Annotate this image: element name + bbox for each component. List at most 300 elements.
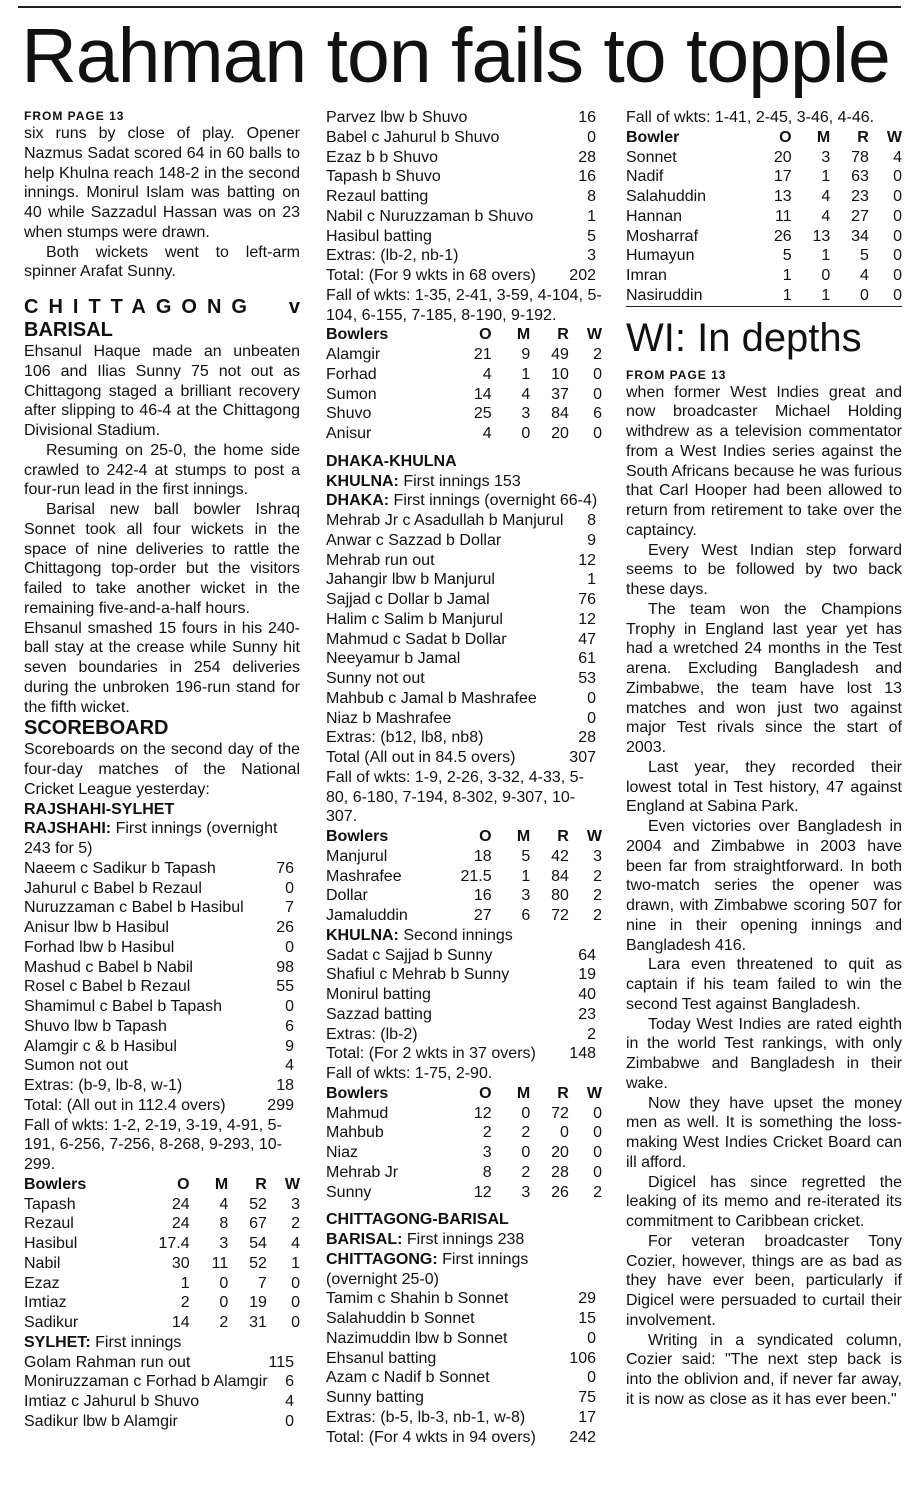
bowling-cell: 1 (821, 247, 831, 265)
runs: 76 (276, 859, 294, 877)
bowling-cell: 52 (249, 1254, 267, 1272)
bowling-cell: 2 (593, 907, 602, 924)
innings-heading: SYLHET: First innings (24, 1333, 182, 1351)
bowling-cell: 19 (249, 1294, 267, 1312)
bowling-cell: 0 (593, 1163, 602, 1181)
bowling-cell: Shuvo (326, 405, 372, 423)
runs: 6 (285, 1373, 294, 1391)
bowling-cell: Rezaul (24, 1215, 74, 1233)
bowling-cell: 2 (593, 867, 602, 885)
batting-row (24, 859, 300, 879)
batting-row (24, 879, 300, 899)
bowling-cell: 0 (521, 1104, 531, 1122)
batter-name: Total: (For 4 wkts in 94 overs) (326, 1428, 536, 1446)
bowling-cell: Hasibul (24, 1235, 78, 1252)
batter-name: Mehrab run out (326, 551, 435, 569)
bowling-header-cell: R (255, 1175, 267, 1193)
runs: 29 (578, 1290, 596, 1308)
batting-row (326, 965, 602, 985)
bowling-header-row (326, 325, 602, 345)
bowling-cell: 18 (473, 847, 492, 865)
batter-name: Mehrab Jr c Asadullah b Manjurul (326, 512, 564, 529)
bowling-cell: 20 (551, 425, 569, 442)
bowling-cell: 4 (821, 188, 831, 205)
bowling-row (24, 1195, 300, 1215)
batter-name: Rosel c Babel b Rezaul (24, 978, 191, 996)
bowling-header-cell: Bowlers (326, 1084, 389, 1102)
bowling-cell: 5 (859, 247, 869, 265)
runs: 1 (587, 207, 596, 225)
batting-row (24, 1412, 300, 1432)
bowling-row (626, 266, 902, 286)
runs: 0 (587, 689, 596, 707)
match-heading: DHAKA-KHULNA (326, 452, 457, 470)
runs: 4 (285, 1057, 294, 1075)
bowling-row (326, 345, 602, 365)
bowling-cell: 2 (593, 1183, 602, 1201)
batter-name: Sunny not out (326, 670, 425, 687)
batting-row (326, 630, 602, 650)
bowling-cell: 11 (211, 1254, 229, 1272)
batter-name: Anisur lbw b Hasibul (24, 919, 169, 936)
bowling-row (24, 1274, 300, 1294)
bowling-cell: Tapash (24, 1195, 76, 1213)
bowling-cell: 3 (521, 887, 531, 905)
batter-name: Golam Rahman run out (24, 1353, 191, 1371)
bowling-cell: Forhad (326, 365, 377, 383)
batting-row (326, 1005, 602, 1025)
bowling-header-cell: Bowler (626, 128, 680, 146)
paragraph: For veteran broadcaster Tony Cozier, however, things are as bad as they have ever been, particularly if Digicel were persuaded to curtail their involvement. (626, 1232, 902, 1329)
bowling-table (24, 1175, 300, 1333)
batting-row (326, 227, 602, 247)
bowling-cell: Mashrafee (326, 867, 402, 885)
bowling-cell: 1 (521, 365, 531, 383)
batter-name: Tamim c Shahin b Sonnet (326, 1290, 509, 1308)
bowling-cell: 1 (180, 1274, 190, 1292)
batter-name: Shamimul c Babel b Tapash (24, 998, 223, 1015)
batter-name: Sumon not out (24, 1057, 129, 1075)
bowling-header-cell: Bowlers (24, 1175, 87, 1193)
bowling-cell: 6 (593, 405, 602, 423)
bowling-row (326, 906, 602, 926)
batting-row (24, 1037, 300, 1057)
batter-name: Moniruzzaman c Forhad b Alamgir (24, 1373, 268, 1391)
bowling-cell: 0 (893, 227, 902, 245)
bowling-cell: 3 (521, 1183, 531, 1201)
bowling-row (626, 246, 902, 266)
bowling-cell: 14 (473, 385, 492, 403)
paragraph: Lara even threatened to quit as captain if his team failed to win the second Test against Bangladesh. (626, 956, 902, 1013)
runs: 53 (578, 670, 596, 687)
batter-name: Azam c Nadif b Sonnet (326, 1369, 490, 1387)
bowling-header-cell: W (586, 1084, 602, 1102)
bowling-cell: 4 (521, 385, 531, 403)
runs: 9 (587, 531, 596, 549)
batter-name: Sazzad batting (326, 1005, 432, 1023)
bowling-cell: 1 (291, 1254, 300, 1272)
batting-row (326, 1309, 602, 1329)
kicker: FROM PAGE 13 (626, 367, 727, 382)
batter-name: Imtiaz c Jahurul b Shuvo (24, 1393, 200, 1410)
bowling-cell: Dollar (326, 887, 368, 905)
bowling-cell: 2 (180, 1294, 190, 1312)
batting-list (326, 1289, 602, 1447)
runs: 115 (268, 1353, 294, 1371)
runs: 6 (285, 1017, 294, 1035)
fall-of-wickets: Fall of wkts: 1-41, 2-45, 3-46, 4-46. (626, 109, 875, 126)
runs: 61 (578, 650, 596, 668)
runs: 55 (276, 978, 294, 996)
bowling-table (326, 325, 602, 444)
batter-name: Sunny batting (326, 1389, 424, 1406)
batter-name: Ehsanul batting (326, 1349, 437, 1367)
bowling-header-cell: W (586, 326, 602, 344)
runs: 0 (285, 998, 294, 1015)
paragraph: Writing in a syndicated column, Cozier said: "The next step back is into the oblivion and, if never far away, it is now as close as it has ever been." (626, 1331, 902, 1408)
runs: 5 (587, 227, 596, 245)
bowling-cell: 4 (859, 267, 869, 284)
batting-row (326, 570, 602, 590)
bowling-cell: 0 (593, 1124, 602, 1142)
bowling-cell: 11 (775, 207, 792, 225)
batter-name: Ezaz b b Shuvo (326, 148, 439, 166)
batting-row (24, 1392, 300, 1412)
batting-row (326, 1408, 602, 1428)
bowling-header-cell: Bowlers (326, 326, 389, 344)
bowling-cell: 0 (893, 207, 902, 225)
batter-name: Total: (For 2 wkts in 37 overs) (326, 1045, 536, 1063)
bowling-row (326, 1104, 602, 1124)
batting-row (326, 187, 602, 207)
fall-of-wickets: Fall of wkts: 1-75, 2-90. (326, 1065, 493, 1082)
paragraph: when former West Indies great and now broadcaster Michael Holding withdrew as a television commentator from a West Indies series against the South Africans because he was furious that Carl Hooper had been allowed to return from retirement to take over the captaincy. (626, 383, 902, 539)
paragraph: Resuming on 25-0, the home side crawled to 242-4 at stumps to post a four-run lead in the first innings. (24, 441, 300, 499)
bowling-header-cell: O (479, 326, 492, 344)
runs: 7 (285, 899, 294, 917)
runs: 202 (569, 267, 596, 284)
batting-row (326, 246, 602, 266)
bowling-cell: Ezaz (24, 1274, 60, 1292)
batting-row (24, 1372, 300, 1392)
bowling-cell: 24 (171, 1195, 190, 1213)
innings-heading: KHULNA: Second innings (326, 926, 513, 944)
innings-heading: CHITTAGONG: First innings (overnight 25-0) (326, 1250, 529, 1288)
batting-row (326, 985, 602, 1005)
bowling-cell: 1 (821, 286, 831, 304)
bowling-cell: 20 (773, 148, 792, 166)
batter-name: Extras: (b12, lb8, nb8) (326, 729, 484, 747)
bowling-cell: Nasiruddin (626, 286, 703, 304)
batter-name: Babel c Jahurul b Shuvo (326, 128, 500, 146)
bowling-cell: 0 (291, 1314, 300, 1331)
bowling-row (24, 1313, 300, 1333)
bowling-row (626, 187, 902, 207)
bowling-row (326, 365, 602, 385)
batter-name: Tapash b Shuvo (326, 168, 441, 186)
batting-row (326, 610, 602, 630)
bowling-cell: 72 (551, 1104, 569, 1122)
bowling-cell: 3 (482, 1144, 492, 1161)
bowling-row (326, 867, 602, 887)
bowling-cell: 2 (219, 1314, 229, 1331)
bowling-header-cell: Bowlers (326, 828, 389, 845)
scoreboard-intro: Scoreboards on the second day of the four-day matches of the National Cricket League yesterday: (24, 741, 300, 798)
bowling-cell: 84 (551, 405, 569, 423)
batter-name: Extras: (b-9, lb-8, w-1) (24, 1077, 183, 1094)
batter-name: Extras: (b-5, lb-3, nb-1, w-8) (326, 1408, 526, 1426)
bowling-header-cell: O (177, 1175, 190, 1193)
batter-name: Mashud c Babel b Nabil (24, 958, 193, 976)
bowling-cell: 49 (551, 346, 569, 363)
bowling-header-row (326, 1084, 602, 1104)
runs: 0 (587, 709, 596, 727)
bowling-row (326, 1183, 602, 1203)
bowling-row (24, 1254, 300, 1274)
bowling-cell: Mahmud (326, 1104, 389, 1122)
bowling-row (326, 385, 602, 405)
bowling-cell: 17.4 (158, 1235, 190, 1252)
bowling-table (326, 827, 602, 926)
batter-name: Total (All out in 84.5 overs) (326, 749, 516, 766)
bowling-cell: Niaz (326, 1144, 359, 1161)
paragraph: Last year, they recorded their lowest total in Test history, 47 against England at Sabina Park. (626, 758, 902, 816)
bowling-cell: 2 (521, 1124, 531, 1142)
runs: 8 (587, 512, 596, 529)
bowling-cell: 4 (821, 207, 831, 225)
bowling-cell: 27 (473, 907, 492, 924)
bowling-cell: Sonnet (626, 148, 677, 166)
batting-list (326, 511, 602, 768)
bowling-header-cell: W (886, 128, 902, 146)
bowling-cell: 20 (551, 1144, 569, 1161)
bowling-row (326, 1143, 602, 1163)
paragraph: six runs by close of play. Opener Nazmus Sadat scored 64 in 60 balls to help Khulna reach 148-2 in the second innings. Monirul Islam was batting on 40 while Sazzadul Hassan was on 23 when stumps were drawn. (24, 125, 300, 241)
bowling-row (326, 1163, 602, 1183)
batting-row (326, 1368, 602, 1388)
bowling-header-cell: R (557, 326, 569, 344)
bowling-cell: 7 (257, 1274, 267, 1292)
runs: 0 (285, 1412, 294, 1430)
paragraph: Barisal new ball bowler Ishraq Sonnet took all four wickets in the space of nine deliveries to rattle the Chittagong top-order but the visitors failed to take another wicket in the remaining five-and-a-half hours. (24, 501, 300, 617)
batting-row (326, 1289, 602, 1309)
bowling-cell: 17 (773, 168, 792, 186)
innings-heading: BARISAL: First innings 238 (326, 1231, 525, 1248)
bowling-header-cell: O (479, 828, 492, 845)
batter-name: Shuvo lbw b Tapash (24, 1017, 167, 1035)
batting-row (326, 108, 602, 128)
bowling-cell: 13 (773, 188, 792, 205)
bowling-cell: 4 (482, 425, 492, 442)
runs: 0 (285, 879, 294, 897)
bowling-row (326, 886, 602, 906)
bowling-cell: 27 (851, 207, 869, 225)
bowling-cell: 9 (521, 346, 531, 363)
bowling-cell: Hannan (626, 207, 683, 225)
bowling-header-cell: O (479, 1084, 492, 1102)
bowling-header-cell: R (857, 128, 869, 146)
bowling-cell: 4 (219, 1195, 229, 1213)
batter-name: Hasibul batting (326, 227, 432, 245)
headline: Rahman ton fails to topple (21, 13, 890, 99)
runs: 18 (276, 1077, 294, 1094)
runs: 1 (587, 571, 596, 589)
bowling-cell: 0 (593, 1144, 602, 1161)
runs: 0 (285, 938, 294, 956)
paragraph: Ehsanul Haque made an unbeaten 106 and Ilias Sunny 75 not out as Chittagong staged a brilliant recovery after slipping to 46-4 at the Chittagong Divisional Stadium. (24, 343, 300, 439)
bowling-header-cell: R (557, 828, 569, 845)
bowling-cell: 21 (473, 346, 492, 363)
batter-name: Jahangir lbw b Manjurul (326, 571, 495, 589)
paragraph: The team won the Champions Trophy in England last year yet has had a wretched 24 months in the Test arena. Excluding Bangladesh and Zimbabwe, the team have lost 13 matches and won just two against major Test rivals since the start of 2003. (626, 600, 902, 756)
batter-name: Forhad lbw b Hasibul (24, 938, 175, 956)
batting-row (24, 958, 300, 978)
bowling-cell: 1 (821, 168, 831, 186)
bowling-cell: Mosharraf (626, 227, 699, 245)
bowling-cell: Alamgir (326, 346, 381, 363)
batting-row (326, 748, 602, 768)
bowling-cell: 31 (249, 1314, 267, 1331)
bowling-cell: 0 (893, 286, 902, 304)
batter-name: Neeyamur b Jamal (326, 650, 461, 668)
runs: 40 (578, 986, 596, 1003)
batting-row (326, 1388, 602, 1408)
batter-name: Shafiul c Mehrab b Sunny (326, 966, 510, 984)
bowling-row (626, 148, 902, 168)
paragraph: Today West Indies are rated eighth in the world Test rankings, with only Zimbabwe and Bangladesh in their wake. (626, 1015, 902, 1092)
bowling-cell: 5 (782, 247, 792, 265)
batting-row (24, 1056, 300, 1076)
batting-list (24, 1353, 300, 1432)
batting-row (326, 128, 602, 148)
bowling-cell: 84 (551, 867, 569, 885)
bowling-cell: 21.5 (460, 867, 492, 885)
bowling-cell: Mehrab Jr (326, 1163, 399, 1181)
scoreboard-heading: SCOREBOARD (24, 717, 169, 740)
fall-of-wickets: Fall of wkts: 1-2, 2-19, 3-19, 4-91, 5-191, 6-256, 7-256, 8-268, 9-293, 10-299. (24, 1116, 282, 1173)
bowling-cell: 5 (521, 847, 531, 865)
batting-row (326, 1329, 602, 1349)
batter-name: Niaz b Mashrafee (326, 709, 452, 727)
bowling-cell: Nadif (626, 168, 664, 186)
paragraph: Now they have upset the money men as well. It is something the loss-making West Indies Cricket Board can ill afford. (626, 1094, 902, 1171)
bowling-cell: 52 (249, 1195, 267, 1213)
batting-row (326, 590, 602, 610)
bowling-cell: 0 (219, 1294, 229, 1312)
batter-name: Extras: (lb-2, nb-1) (326, 247, 459, 265)
batting-row (326, 649, 602, 669)
bowling-cell: 2 (482, 1124, 492, 1142)
runs: 12 (578, 551, 596, 569)
runs: 28 (578, 148, 596, 166)
batting-row (326, 709, 602, 729)
bowling-header-row (626, 128, 902, 148)
bowling-cell: Mahbub (326, 1124, 384, 1142)
bowling-cell: 0 (593, 425, 602, 442)
bowling-cell: 14 (171, 1314, 190, 1331)
bowling-cell: 8 (482, 1163, 492, 1181)
runs: 19 (578, 966, 596, 984)
bowling-cell: 3 (593, 847, 602, 865)
batter-name: Total: (For 9 wkts in 68 overs) (326, 267, 536, 284)
bowling-cell: 0 (893, 188, 902, 205)
batting-row (326, 728, 602, 748)
batter-name: Anwar c Sazzad b Dollar (326, 531, 502, 549)
bowling-row (626, 286, 902, 306)
bowling-header-cell: M (516, 326, 531, 344)
batting-row (326, 1349, 602, 1369)
batting-row (24, 918, 300, 938)
bowling-cell: 3 (821, 148, 831, 166)
batting-row (326, 511, 602, 531)
batting-list (24, 859, 300, 1116)
bowling-cell: Imran (626, 267, 667, 284)
batting-row (326, 551, 602, 571)
bowling-cell: 72 (551, 907, 569, 924)
bowling-cell: Sadikur (24, 1314, 79, 1331)
paragraph: Digicel has since regretted the leaking of its memo and re-iterated its commitment to Caribbean cricket. (626, 1173, 902, 1230)
bowling-cell: 1 (521, 867, 531, 885)
paragraph: Even victories over Bangladesh in 2004 and Zimbabwe in 2003 have been far from straightforward. In both two-match series the opener was drawn, with Zimbabwe scoring 507 for nine in their opening innings and Bangladesh 416. (626, 818, 902, 954)
runs: 4 (285, 1393, 294, 1410)
runs: 3 (587, 247, 596, 265)
batting-row (326, 1025, 602, 1045)
bowling-row (326, 404, 602, 424)
batting-row (326, 167, 602, 187)
bowling-cell: 0 (593, 1104, 602, 1122)
batter-name: Nabil c Nuruzzaman b Shuvo (326, 207, 534, 225)
runs: 0 (587, 1369, 596, 1387)
innings-heading: KHULNA: First innings 153 (326, 472, 521, 490)
fall-of-wickets: Fall of wkts: 1-9, 2-26, 3-32, 4-33, 5-80, 6-180, 7-194, 8-302, 9-307, 10-307. (326, 768, 584, 826)
batter-name: Extras: (lb-2) (326, 1025, 418, 1043)
bowling-cell: 0 (893, 247, 902, 265)
bowling-row (626, 227, 902, 247)
bowling-row (24, 1293, 300, 1313)
bowling-cell: 4 (291, 1235, 300, 1252)
runs: 15 (578, 1310, 596, 1327)
bowling-cell: 26 (551, 1183, 569, 1201)
batting-list (326, 108, 602, 286)
bowling-cell: Imtiaz (24, 1294, 67, 1312)
bowling-cell: 2 (521, 1163, 531, 1181)
bowling-row (326, 1123, 602, 1143)
bowling-cell: 0 (291, 1294, 300, 1312)
batter-name: Salahuddin b Sonnet (326, 1310, 475, 1327)
batting-row (24, 977, 300, 997)
batting-row (24, 938, 300, 958)
bowling-cell: 2 (593, 887, 602, 905)
bowling-header-cell: R (557, 1084, 569, 1102)
runs: 148 (569, 1045, 596, 1063)
bowling-cell: 28 (551, 1163, 569, 1181)
batting-row (326, 689, 602, 709)
bowling-cell: 0 (893, 168, 902, 186)
runs: 64 (578, 946, 596, 964)
column-right (626, 108, 902, 1410)
paragraph: Ehsanul smashed 15 fours in his 240-ball stay at the crease while Sunny hit seven boundaries in 254 deliveries during the unbroken 196-run stand for the fifth wicket. (24, 619, 300, 716)
bowling-row (626, 167, 902, 187)
batting-row (326, 148, 602, 168)
bowling-cell: Humayun (626, 247, 695, 265)
bowling-cell: 0 (859, 286, 869, 304)
runs: 75 (578, 1389, 596, 1406)
batting-row (24, 1353, 300, 1373)
bowling-cell: 30 (171, 1254, 190, 1272)
bowling-cell: 67 (249, 1215, 267, 1233)
bowling-row (24, 1234, 300, 1254)
batter-name: Nuruzzaman c Babel b Hasibul (24, 899, 244, 917)
